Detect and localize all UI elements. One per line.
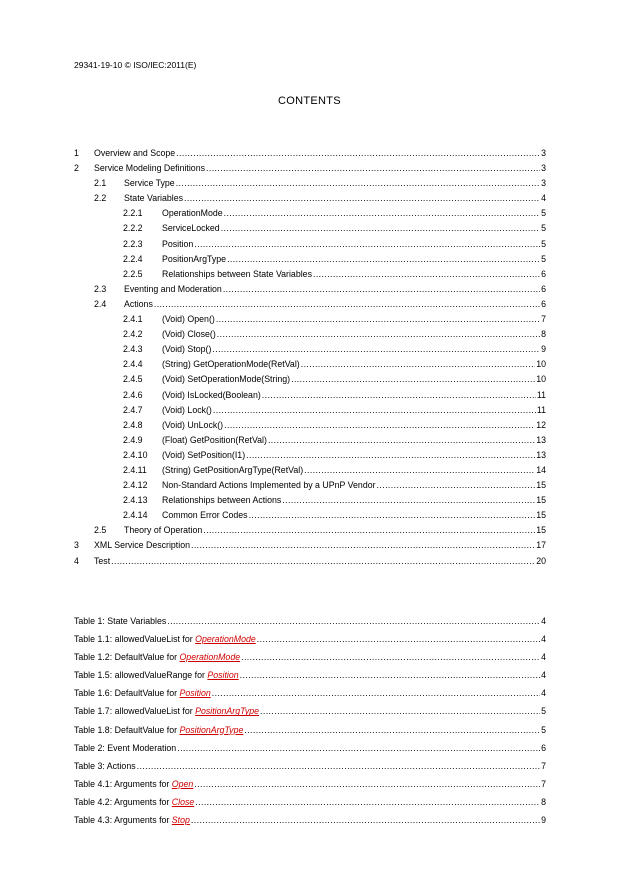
toc-entry-page: 5: [541, 238, 546, 249]
table-entry-reference-link[interactable]: Open: [171, 778, 194, 789]
toc-entry-number: 2.4.12: [123, 480, 148, 491]
toc-entry-number: 2.4.2: [123, 329, 143, 340]
table-entry-page: 7: [541, 778, 546, 789]
table-entry-title: [74, 630, 256, 648]
toc-entry[interactable]: [74, 388, 546, 403]
toc-entry-title: (Float) GetPosition(RetVal): [162, 434, 267, 445]
toc-entry-title: Service Modeling Definitions: [94, 163, 205, 174]
toc-entry-number: 2.4.4: [123, 359, 143, 370]
toc-entry[interactable]: [74, 523, 546, 538]
toc-entry-title: (String) GetOperationMode(RetVal): [162, 359, 300, 370]
toc-entry-number: 3: [74, 540, 79, 551]
dot-leader: [241, 648, 540, 666]
toc-entry-title: Test: [94, 555, 111, 566]
toc-entry[interactable]: [74, 327, 546, 342]
dot-leader: [246, 448, 535, 463]
dot-leader: [203, 523, 535, 538]
toc-entry[interactable]: [74, 372, 546, 387]
toc-entry-page: 15: [536, 480, 546, 491]
table-entry-title: [74, 757, 136, 775]
toc-entry-title: (Void) UnLock(): [162, 419, 224, 430]
toc-entry-number: 2: [74, 163, 79, 174]
table-entry-prefix: Table 1.5: allowedValueRange for: [74, 670, 208, 681]
table-entry-title: [74, 721, 243, 739]
toc-entry-title: ServiceLocked: [162, 223, 220, 234]
dot-leader: [291, 372, 535, 387]
dot-leader: [213, 403, 536, 418]
toc-entry-page: 5: [541, 253, 546, 264]
table-entry-reference-link[interactable]: OperationMode: [195, 634, 256, 645]
table-entry-page: 4: [541, 616, 546, 626]
toc-entry-page: 14: [536, 464, 546, 475]
toc-entry-title: Actions: [124, 298, 153, 309]
table-entry-page: 8: [541, 796, 546, 807]
toc-entry-title: (Void) Lock(): [162, 404, 212, 415]
table-entry-prefix: Table 2: Event Moderation: [74, 742, 177, 753]
dot-leader: [224, 418, 535, 433]
toc-entry-page: 3: [541, 163, 546, 174]
dot-leader: [111, 554, 535, 569]
dot-leader: [282, 493, 535, 508]
dot-leader: [223, 282, 540, 297]
table-entry-page: 4: [541, 670, 546, 681]
table-entry-prefix: Table 1.7: allowedValueList for: [74, 706, 196, 717]
table-entry-reference-link[interactable]: Stop: [171, 815, 190, 826]
dot-leader: [313, 267, 540, 282]
table-entry-title: [74, 793, 194, 811]
toc-entry[interactable]: [74, 357, 546, 372]
toc-entry-title: Service Type: [124, 178, 175, 189]
toc-entry[interactable]: [74, 206, 546, 221]
table-list-entry[interactable]: [74, 811, 546, 829]
table-entry-page: 7: [541, 760, 546, 771]
table-entry-prefix: Table 4.3: Arguments for: [74, 815, 172, 826]
toc-entry[interactable]: [74, 433, 546, 448]
table-list-entry[interactable]: [74, 775, 546, 793]
toc-entry-title: (Void) Open(): [162, 314, 215, 325]
toc-entry-page: 17: [536, 540, 546, 551]
table-entry-prefix: Table 1.8: DefaultValue for: [74, 724, 180, 735]
toc-entry[interactable]: [74, 297, 546, 312]
toc-entry-title: (Void) SetPosition(I1): [162, 449, 246, 460]
table-entry-title: [74, 702, 259, 720]
toc-entry[interactable]: [74, 538, 546, 553]
toc-entry-title: Theory of Operation: [124, 525, 203, 536]
table-entry-reference-link[interactable]: Close: [171, 796, 195, 807]
toc-entry-number: 2.2.5: [123, 268, 143, 279]
table-entry-page: 4: [541, 634, 546, 645]
dot-leader: [212, 342, 540, 357]
dot-leader: [206, 161, 540, 176]
toc-entry-number: 2.4.13: [123, 495, 148, 506]
table-entry-title: [74, 666, 239, 684]
toc-entry[interactable]: [74, 312, 546, 327]
table-list-entry[interactable]: [74, 721, 546, 739]
toc-entry-number: 2.4.14: [123, 510, 148, 521]
toc-entry-title: State Variables: [124, 193, 184, 204]
toc-entry-number: 2.4.10: [123, 449, 148, 460]
toc-entry-number: 1: [74, 148, 79, 158]
toc-entry[interactable]: [74, 342, 546, 357]
toc-entry-title: Position: [162, 238, 194, 249]
dot-leader: [212, 684, 540, 702]
table-list-entry[interactable]: [74, 612, 546, 630]
toc-entry-number: 2.3: [94, 283, 107, 294]
toc-entry-title: OperationMode: [162, 208, 223, 219]
toc-entry[interactable]: [74, 508, 546, 523]
toc-entry-page: 7: [541, 314, 546, 325]
table-entry-title: [74, 739, 176, 757]
dot-leader: [301, 357, 535, 372]
dot-leader: [221, 221, 540, 236]
dot-leader: [262, 388, 536, 403]
dot-leader: [268, 433, 535, 448]
toc-entry-title: Eventing and Moderation: [124, 283, 222, 294]
toc-entry[interactable]: [74, 554, 546, 569]
toc-entry-page: 6: [541, 268, 546, 279]
toc-entry-page: 15: [536, 510, 546, 521]
dot-leader: [176, 176, 540, 191]
toc-entry[interactable]: [74, 191, 546, 206]
dot-leader: [194, 775, 540, 793]
toc-entry[interactable]: [74, 478, 546, 493]
toc-entry[interactable]: [74, 252, 546, 267]
table-entry-page: 9: [541, 815, 546, 826]
dot-leader: [191, 538, 535, 553]
dot-leader: [240, 666, 540, 684]
toc-entry[interactable]: [74, 176, 546, 191]
table-list-entry[interactable]: [74, 648, 546, 666]
toc-entry-page: 15: [536, 525, 546, 536]
toc-entry-title: Relationships between State Variables: [162, 268, 312, 279]
toc-entry-page: 15: [536, 495, 546, 506]
toc-entry-number: 2.4.3: [123, 344, 143, 355]
toc-entry-number: 2.5: [94, 525, 107, 536]
toc-entry-number: 2.4.9: [123, 434, 143, 445]
toc-entry[interactable]: [74, 463, 546, 478]
toc-entry-page: 10: [536, 374, 546, 385]
table-entry-prefix: Table 3: Actions: [74, 760, 136, 771]
table-entry-prefix: Table 1.6: DefaultValue for: [74, 688, 180, 699]
dot-leader: [177, 739, 540, 757]
table-list-entry[interactable]: [74, 630, 546, 648]
dot-leader: [304, 463, 535, 478]
table-entry-title: [74, 811, 190, 829]
table-entry-page: 5: [541, 706, 546, 717]
toc-entry-number: 2.2: [94, 193, 107, 204]
toc-entry[interactable]: [74, 237, 546, 252]
toc-entry-number: 2.4.11: [123, 464, 147, 475]
toc-entry-title: (Void) IsLocked(Boolean): [162, 389, 261, 400]
dot-leader: [216, 312, 540, 327]
dot-leader: [377, 478, 536, 493]
toc-entry-page: 13: [536, 434, 546, 445]
toc-entry-page: 5: [541, 208, 546, 219]
table-list-entry[interactable]: [74, 684, 546, 702]
dot-leader: [176, 146, 540, 161]
table-entry-prefix: Table 4.2: Arguments for: [74, 796, 172, 807]
dot-leader: [184, 191, 540, 206]
table-entry-title: [74, 648, 240, 666]
table-list-entry[interactable]: [74, 666, 546, 684]
toc-entry[interactable]: [74, 161, 546, 176]
toc-entry-title: Relationships between Actions: [162, 495, 282, 506]
toc-entry-title: Overview and Scope: [94, 148, 176, 158]
toc-entry-title: Non-Standard Actions Implemented by a UPnP Vendor: [162, 480, 376, 491]
table-entry-reference-link[interactable]: OperationMode: [179, 652, 241, 663]
toc-entry-number: 4: [74, 555, 79, 566]
toc-entry-number: 2.4.8: [123, 419, 143, 430]
table-entry-reference-link[interactable]: Position: [179, 688, 211, 699]
dot-leader: [260, 702, 540, 720]
toc-entry[interactable]: [74, 418, 546, 433]
table-entry-title: [74, 684, 211, 702]
table-list-entry[interactable]: [74, 739, 546, 757]
list-of-tables: [74, 612, 546, 829]
toc-entry-number: 2.2.2: [123, 223, 143, 234]
dot-leader: [194, 237, 540, 252]
toc-entry-number: 2.4.5: [123, 374, 143, 385]
dot-leader: [257, 630, 540, 648]
dot-leader: [154, 297, 540, 312]
toc-entry-page: 9: [541, 344, 546, 355]
table-entry-reference-link[interactable]: Position: [207, 670, 239, 681]
table-entry-title: [74, 775, 193, 793]
table-entry-prefix: Table 4.1: Arguments for: [74, 778, 172, 789]
table-list-entry[interactable]: [74, 757, 546, 775]
toc-entry-page: 11: [536, 389, 546, 400]
toc-entry-page: 4: [541, 193, 546, 204]
toc-entry-number: 2.2.4: [123, 253, 143, 264]
table-entry-page: 5: [541, 724, 546, 735]
dot-leader: [191, 811, 540, 829]
toc-entry-page: 3: [541, 178, 546, 189]
dot-leader: [137, 757, 540, 775]
toc-entry[interactable]: [74, 448, 546, 463]
table-entry-page: 6: [541, 742, 546, 753]
table-list-entry[interactable]: [74, 702, 546, 720]
toc-entry-page: 3: [541, 148, 546, 158]
toc-entry-page: 13: [536, 449, 546, 460]
toc-entry-title: (Void) SetOperationMode(String): [162, 374, 291, 385]
toc-entry-number: 2.4.6: [123, 389, 143, 400]
table-entry-prefix: Table 1: State Variables: [74, 616, 167, 626]
toc-entry-title: XML Service Description: [94, 540, 190, 551]
toc-entry-page: 11: [536, 404, 546, 415]
toc-entry-number: 2.4.7: [123, 404, 143, 415]
table-of-contents: [74, 146, 546, 569]
toc-entry-title: PositionArgType: [162, 253, 227, 264]
toc-entry[interactable]: [74, 146, 546, 161]
toc-entry-page: 8: [541, 329, 546, 340]
table-entry-reference-link[interactable]: PositionArgType: [195, 706, 260, 717]
toc-entry-title: (Void) Close(): [162, 329, 216, 340]
toc-entry-number: 2.2.3: [123, 238, 143, 249]
toc-entry-title: (String) GetPositionArgType(RetVal): [162, 464, 304, 475]
toc-entry-page: 6: [541, 298, 546, 309]
dot-leader: [224, 206, 540, 221]
toc-entry-number: 2.1: [94, 178, 107, 189]
dot-leader: [244, 721, 540, 739]
toc-entry[interactable]: [74, 403, 546, 418]
document-identifier: 29341-19-10 © ISO/IEC:2011(E): [74, 60, 197, 70]
table-entry-page: 4: [541, 688, 546, 699]
table-entry-page: 4: [541, 652, 546, 663]
table-entry-title: [74, 612, 166, 630]
toc-entry-page: 20: [536, 555, 546, 566]
toc-entry[interactable]: [74, 493, 546, 508]
toc-entry-title: Common Error Codes: [162, 510, 248, 521]
toc-entry[interactable]: [74, 282, 546, 297]
toc-entry[interactable]: [74, 267, 546, 282]
table-list-entry[interactable]: [74, 793, 546, 811]
toc-entry-page: 5: [541, 223, 546, 234]
toc-entry[interactable]: [74, 221, 546, 236]
toc-entry-number: 2.2.1: [123, 208, 143, 219]
toc-entry-number: 2.4: [94, 298, 107, 309]
page-title: CONTENTS: [278, 95, 341, 107]
toc-entry-number: 2.4.1: [123, 314, 143, 325]
dot-leader: [227, 252, 540, 267]
toc-entry-title: (Void) Stop(): [162, 344, 212, 355]
dot-leader: [195, 793, 540, 811]
dot-leader: [167, 612, 540, 630]
dot-leader: [249, 508, 536, 523]
toc-entry-page: 12: [536, 419, 546, 430]
toc-entry-page: 6: [541, 283, 546, 294]
toc-entry-page: 10: [536, 359, 546, 370]
table-entry-prefix: Table 1.2: DefaultValue for: [74, 652, 180, 663]
table-entry-reference-link[interactable]: PositionArgType: [179, 724, 244, 735]
dot-leader: [217, 327, 540, 342]
table-entry-prefix: Table 1.1: allowedValueList for: [74, 634, 196, 645]
